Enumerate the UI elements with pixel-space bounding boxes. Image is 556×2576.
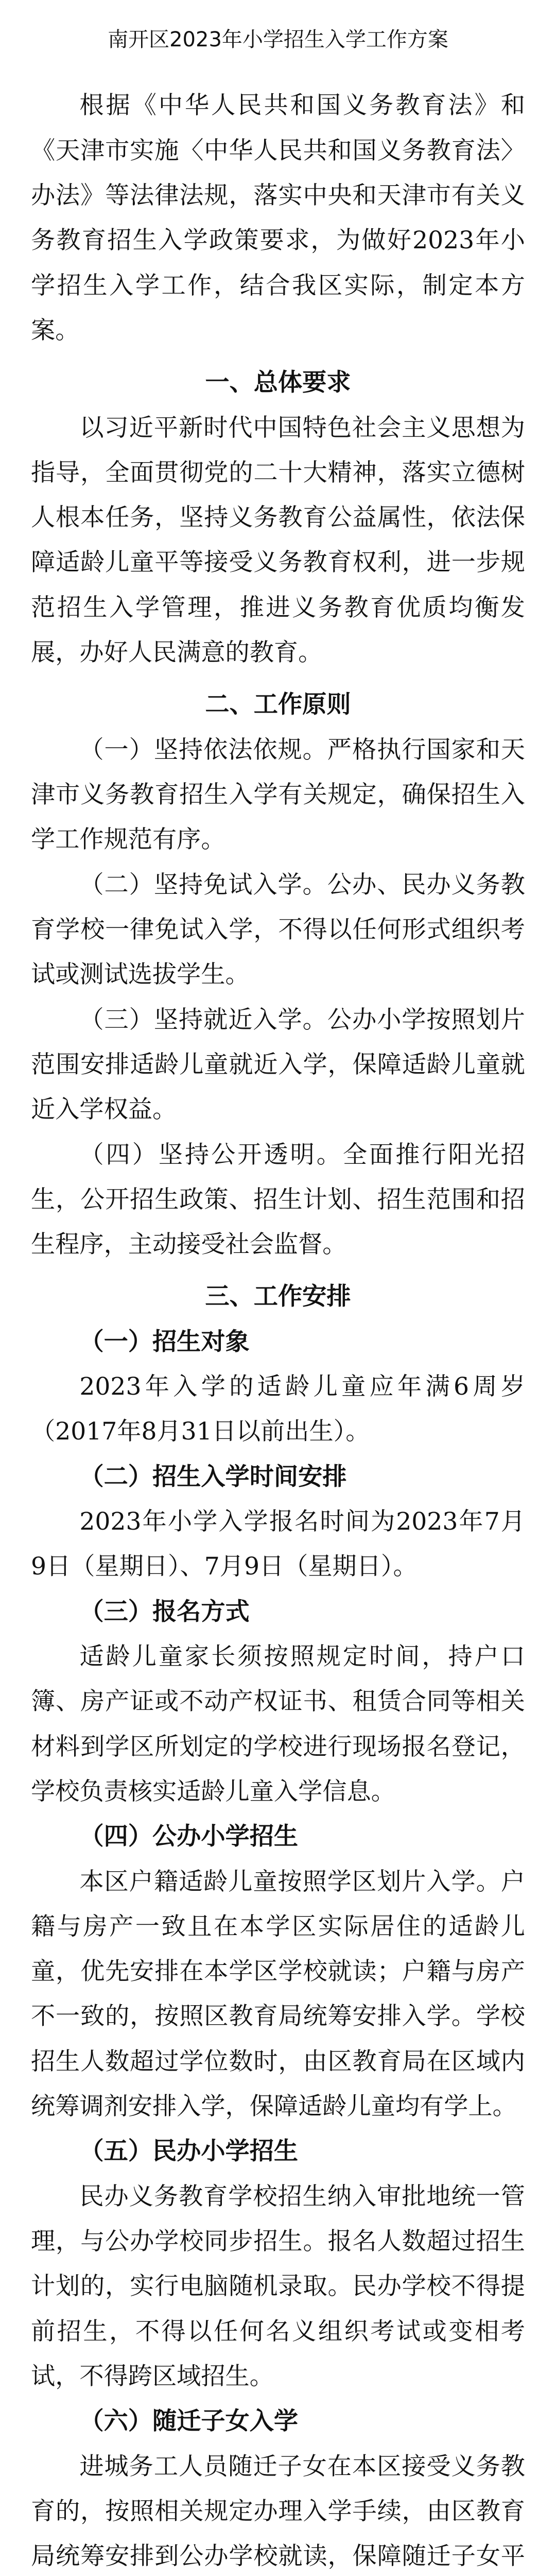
section-3-title: 三、工作安排 — [205, 1282, 351, 1311]
subheading-2: （二）招生入学时间安排 — [79, 1462, 347, 1491]
subheading-6: （六）随迁子女入学 — [79, 2407, 299, 2436]
intro-paragraph: 根据《中华人民共和国义务教育法》和《天津市实施〈中华人民共和国义务教育法〉办法》等法律法规，落实中央和天津市有关义务教育招生入学政策要求，为做好2023年小学招生入学工作，结合我区实际，制定本方案。 — [31, 91, 525, 345]
document-title: 南开区2023年小学招生入学工作方案 — [108, 28, 448, 52]
principle-1: （一）坚持依法依规。严格执行国家和天津市义务教育招生入学有关规定，确保招生入学工作规范有序。 — [31, 735, 525, 854]
spacer — [31, 353, 525, 360]
subtext-1: 2023年入学的适龄儿童应年满6周岁（2017年8月31日以前出生）。 — [31, 1372, 525, 1446]
spacer — [31, 675, 525, 682]
spacer — [31, 1267, 525, 1274]
subtext-5: 民办义务教育学校招生纳入审批地统一管理，与公办学校同步招生。报名人数超过招生计划的，实行电脑随机录取。民办学校不得提前招生，不得以任何名义组织考试或变相考试，不得跨区域招生。 — [31, 2182, 525, 2391]
subtext-3: 适龄儿童家长须按照规定时间，持户口簿、房产证或不动产权证书、租赁合同等相关材料到学区所划定的学校进行现场报名登记，学校负责核实适龄儿童入学信息。 — [31, 1642, 525, 1806]
section-1-title: 一、总体要求 — [205, 368, 351, 397]
section-1-text: 以习近平新时代中国特色社会主义思想为指导，全面贯彻党的二十大精神，落实立德树人根本任务，坚持义务教育公益属性，依法保障适龄儿童平等接受义务教育权利，进一步规范招生入学管理，推进义务教育优质均衡发展，办好人民满意的教育。 — [31, 413, 525, 667]
subtext-4: 本区户籍适龄儿童按照学区划片入学。户籍与房产一致且在本学区实际居住的适龄儿童，优先安排在本学区学校就读；户籍与房产不一致的，按照区教育局统筹安排入学。学校招生人数超过学位数时，由区教育局在区域内统筹调剂安排入学，保障适龄儿童均有学上。 — [31, 1867, 525, 2121]
principle-3: （三）坚持就近入学。公办小学按照划片范围安排适龄儿童就近入学，保障适龄儿童就近入学权益。 — [31, 1005, 525, 1124]
subtext-6: 进城务工人员随迁子女在本区接受义务教育的，按照相关规定办理入学手续，由区教育局统筹安排到公办学校就读，保障随迁子女平 — [31, 2452, 525, 2571]
subtext-2: 2023年小学入学报名时间为2023年7月9日（星期日）、7月9日（星期日）。 — [31, 1507, 525, 1581]
subheading-5: （五）民办小学招生 — [79, 2137, 299, 2166]
section-2-title: 二、工作原则 — [205, 690, 351, 719]
principle-2: （二）坚持免试入学。公办、民办义务教育学校一律免试入学，不得以任何形式组织考试或测试选拔学生。 — [31, 870, 525, 989]
subheading-4: （四）公办小学招生 — [79, 1822, 299, 1851]
subheading-1: （一）招生对象 — [79, 1327, 250, 1356]
subheading-3: （三）报名方式 — [79, 1597, 250, 1626]
principle-4: （四）坚持公开透明。全面推行阳光招生，公开招生政策、招生计划、招生范围和招生程序，主动接受社会监督。 — [31, 1140, 525, 1259]
